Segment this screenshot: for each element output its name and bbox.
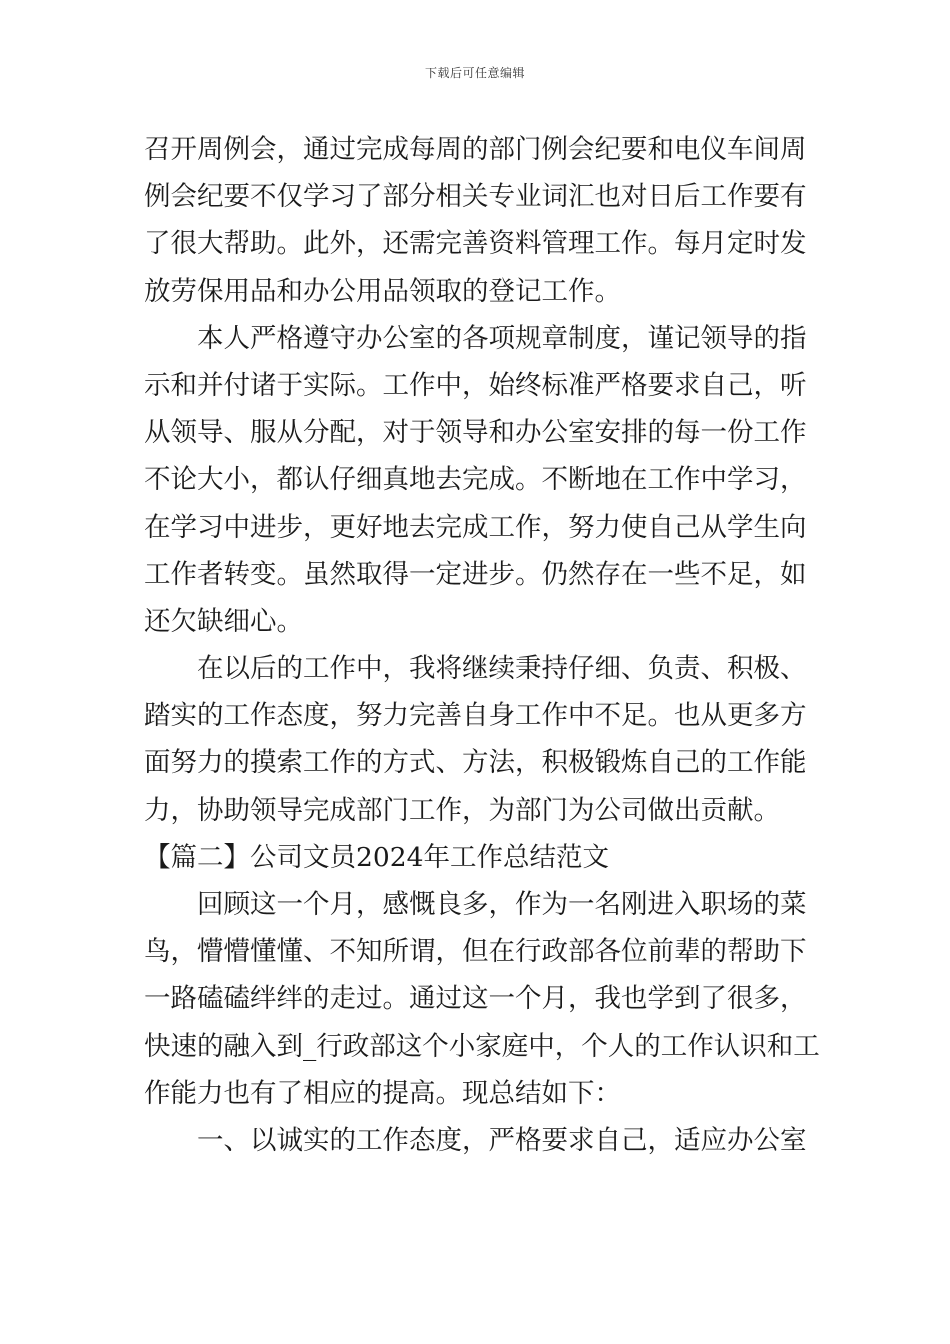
document-body xyxy=(144,126,820,1164)
text-line: 在学习中进步，更好地去完成工作，努力使自己从学生向 xyxy=(144,511,807,543)
paragraph-first-line: 回顾这一个月，感慨良多，作为一名刚进入职场的菜 xyxy=(197,889,807,920)
text-line: 一路磕磕绊绊的走过。通过这一个月，我也学到了很多， xyxy=(144,983,807,1015)
page-header: 下载后可任意编辑 xyxy=(424,66,525,80)
text-line: 从领导、服从分配，对于领导和办公室安排的每一份工作 xyxy=(144,417,807,449)
section-heading: 【篇二】公司文员2024年工作总结范文 xyxy=(144,841,609,873)
text-line: 不论大小，都认仔细真地去完成。不断地在工作中学习， xyxy=(144,464,807,496)
paragraph-first-line: 在以后的工作中，我将继续秉持仔细、负责、积极、 xyxy=(197,653,807,685)
text-line: 召开周例会，通过完成每周的部门例会纪要和电仪车间周 xyxy=(144,134,807,165)
text-line: 了很大帮助。此外，还需完善资料管理工作。每月定时发 xyxy=(144,228,807,260)
text-line: 面努力的摸索工作的方式、方法，积极锻炼自己的工作能 xyxy=(144,747,807,779)
text-line: 力，协助领导完成部门工作，为部门为公司做出贡献。 xyxy=(144,794,780,826)
text-line: 例会纪要不仅学习了部分相关专业词汇也对日后工作要有 xyxy=(144,181,807,213)
text-line: 放劳保用品和办公用品领取的登记工作。 xyxy=(144,275,621,307)
text-line: 还欠缺细心。 xyxy=(144,605,303,637)
text-line: 示和并付诸于实际。工作中，始终标准严格要求自己，听 xyxy=(144,369,807,401)
text-line: 踏实的工作态度，努力完善自身工作中不足。也从更多方 xyxy=(144,700,807,732)
text-line: 工作者转变。虽然取得一定进步。仍然存在一些不足，如 xyxy=(144,558,807,590)
paragraph-first-line: 一、以诚实的工作态度，严格要求自己，适应办公室 xyxy=(197,1124,807,1156)
text-line: 鸟，懵懵懂懂、不知所谓，但在行政部各位前辈的帮助下 xyxy=(144,936,807,968)
text-line: 快速的融入到_行政部这个小家庭中，个人的工作认识和工 xyxy=(144,1030,820,1062)
paragraph-first-line: 本人严格遵守办公室的各项规章制度，谨记领导的指 xyxy=(197,322,807,354)
text-line: 作能力也有了相应的提高。现总结如下： xyxy=(144,1077,621,1109)
